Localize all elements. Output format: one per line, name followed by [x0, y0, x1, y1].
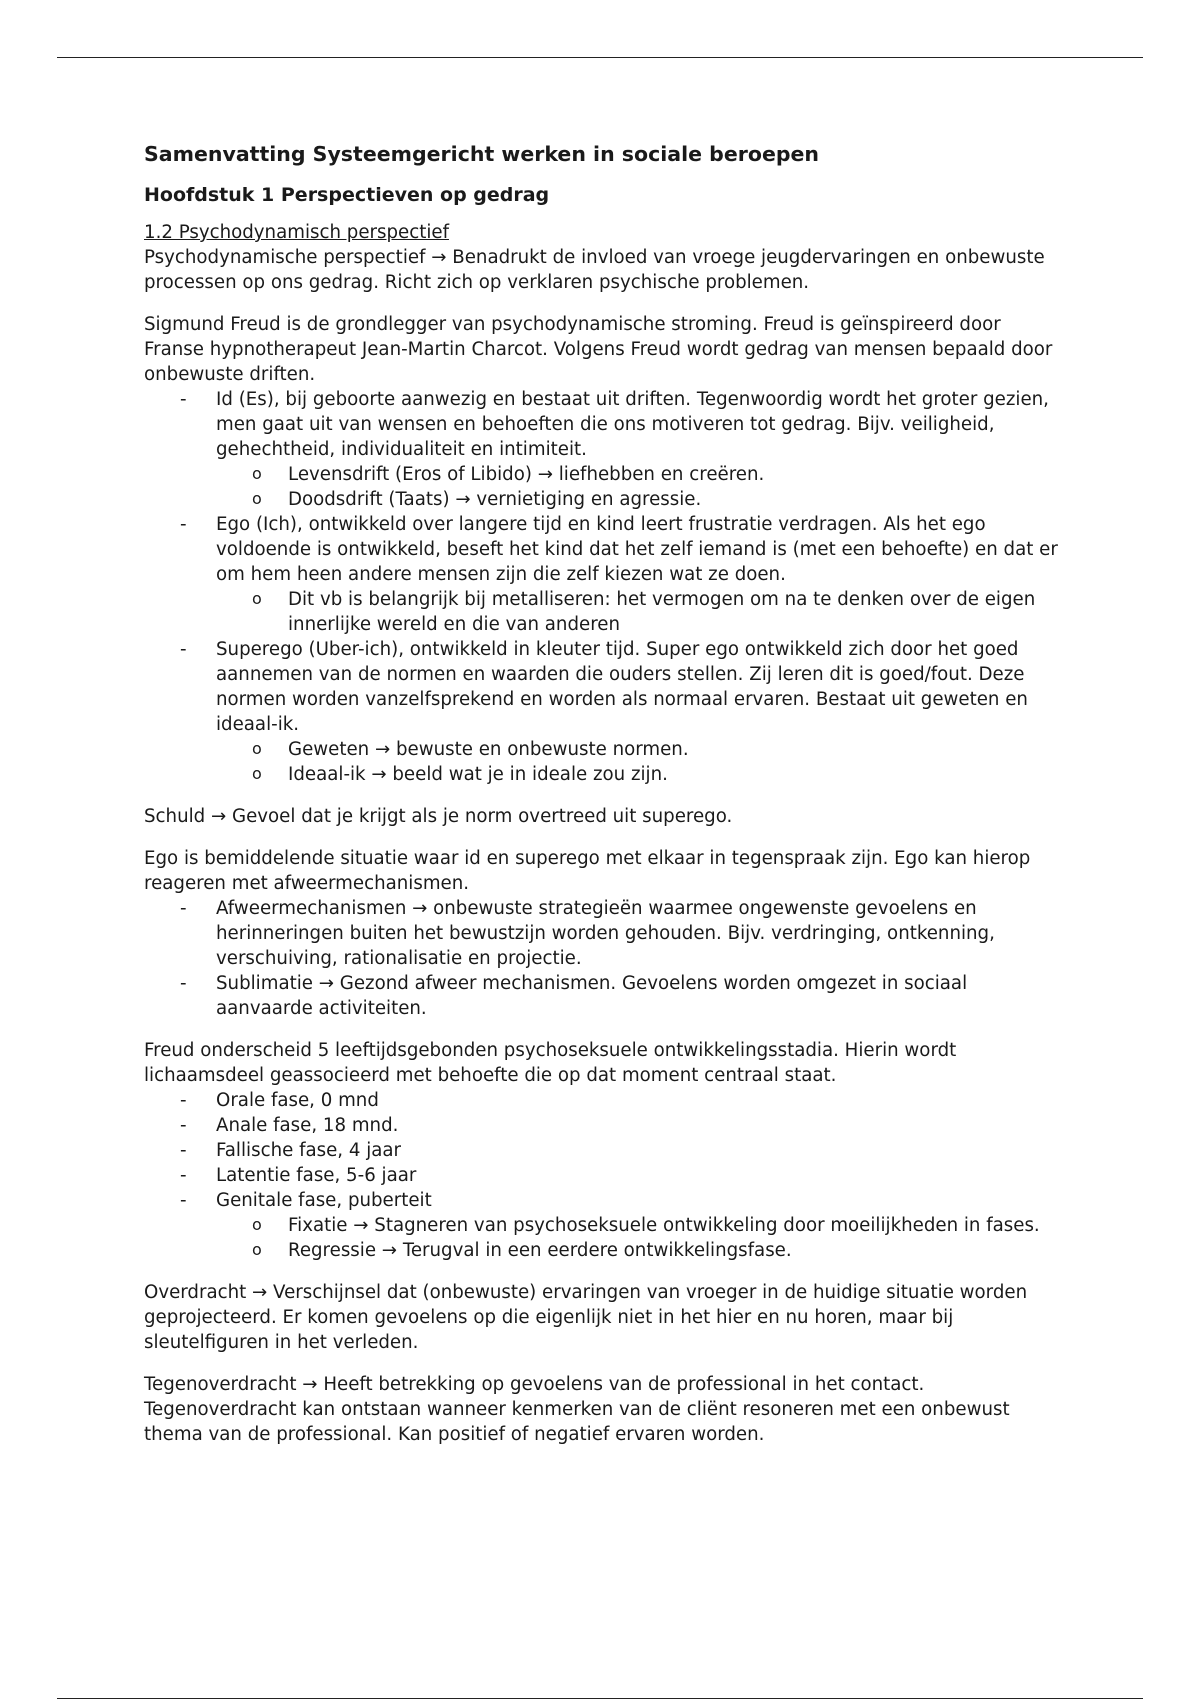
- section-heading: 1.2 Psychodynamisch perspectief: [144, 222, 449, 243]
- sublist: [216, 462, 1064, 512]
- defense-list: [144, 896, 1064, 1021]
- paragraph-stadia: Freud onderscheid 5 leeftijdsgebonden psychoseksuele ontwikkelingsstadia. Hierin wordt lichaamsdeel geassocieerd met behoefte die op dat moment centraal staat.: [144, 1040, 957, 1086]
- list-item: - Afweermechanismen → onbewuste strategieën waarmee ongewenste gevoelens en herinneringen buiten het bewustzijn worden gehouden. Bijv. verdringing, ontkenning, verschuiving, rationalisatie en projectie.: [144, 896, 1064, 971]
- paragraph-freud: Sigmund Freud is de grondlegger van psychodynamische stroming. Freud is geïnspireerd door Franse hypnotherapeut Jean-Martin Charcot. Volgens Freud wordt gedrag van mensen bepaald door onbewuste driften.: [144, 314, 1053, 385]
- footer-rule: [57, 1698, 1143, 1699]
- list-item: - Latentie fase, 5-6 jaar: [144, 1163, 1064, 1188]
- list-item-text: Genitale fase, puberteit: [216, 1190, 432, 1211]
- sublist-item: o Ideaal-ik → beeld wat je in ideale zou zijn.: [216, 762, 1064, 787]
- sublist-item: o Fixatie → Stagneren van psychoseksuele ontwikkeling door moeilijkheden in fases.: [216, 1213, 1064, 1238]
- sublist-item: o Dit vb is belangrijk bij metalliseren: het vermogen om na te denken over de eigen innerlijke wereld en die van anderen: [216, 587, 1064, 637]
- list-item: - Orale fase, 0 mnd: [144, 1088, 1064, 1113]
- sublist: [216, 587, 1064, 637]
- sublist: [216, 1213, 1064, 1263]
- sublist-item: o Geweten → bewuste en onbewuste normen.: [216, 737, 1064, 762]
- document-title: Samenvatting Systeemgericht werken in sociale beroepen: [144, 142, 820, 166]
- header-rule: [57, 57, 1143, 58]
- chapter-heading: Hoofdstuk 1 Perspectieven op gedrag: [144, 184, 550, 206]
- list-item: - Fallische fase, 4 jaar: [144, 1138, 1064, 1163]
- list-item: - Sublimatie → Gezond afweer mechanismen. Gevoelens worden omgezet in sociaal aanvaarde activiteiten.: [144, 971, 1064, 1021]
- paragraph-ego: Ego is bemiddelende situatie waar id en superego met elkaar in tegenspraak zijn. Ego kan hierop reageren met afweermechanismen.: [144, 848, 1031, 894]
- list-item-ego: [144, 512, 1064, 637]
- sublist-item: o Doodsdrift (Taats) → vernietiging en agressie.: [216, 487, 1064, 512]
- sublist-item: o Regressie → Terugval in een eerdere ontwikkelingsfase.: [216, 1238, 1064, 1263]
- paragraph-overdracht: Overdracht → Verschijnsel dat (onbewuste) ervaringen van vroeger in de huidige situatie worden geprojecteerd. Er komen gevoelens op die eigenlijk niet in het hier en nu horen, maar bij sleutelfiguren in het verleden.: [144, 1282, 1028, 1353]
- list-item-superego: [144, 637, 1064, 787]
- document-body: [144, 140, 1064, 1464]
- list-item-id: [144, 387, 1064, 512]
- paragraph-schuld: Schuld → Gevoel dat je krijgt als je norm overtreed uit superego.: [144, 806, 733, 827]
- list-item: - Anale fase, 18 mnd.: [144, 1113, 1064, 1138]
- list-item-text: Superego (Uber-ich), ontwikkeld in kleuter tijd. Super ego ontwikkeld zich door het goed aannemen van de normen en waarden die ouders stellen. Zij leren dit is goed/fout. Deze normen worden vanzelfsprekend en worden als normaal ervaren. Bestaat uit geweten en ideaal-ik.: [216, 639, 1028, 735]
- paragraph-psychodynamisch: Psychodynamische perspectief → Benadrukt de invloed van vroege jeugdervaringen en onbewuste processen op ons gedrag. Richt zich op verklaren psychische problemen.: [144, 247, 1045, 293]
- stages-list: [144, 1088, 1064, 1263]
- list-item-genitale: [144, 1188, 1064, 1263]
- personality-structure-list: [144, 387, 1064, 787]
- sublist-item: o Levensdrift (Eros of Libido) → liefhebben en creëren.: [216, 462, 1064, 487]
- list-item-text: Ego (Ich), ontwikkeld over langere tijd en kind leert frustratie verdragen. Als het ego voldoende is ontwikkeld, beseft het kind dat het zelf iemand is (met een behoefte) en dat er om hem heen andere mensen zijn die zelf kiezen wat ze doen.: [216, 514, 1058, 585]
- paragraph-tegenoverdracht: Tegenoverdracht → Heeft betrekking op gevoelens van de professional in het contact. Tegenoverdracht kan ontstaan wanneer kenmerken van de cliënt resoneren met een onbewust thema van de professional. Kan positief of negatief ervaren worden.: [144, 1374, 1010, 1445]
- list-item-text: Id (Es), bij geboorte aanwezig en bestaat uit driften. Tegenwoordig wordt het groter gezien, men gaat uit van wensen en behoeften die ons motiveren tot gedrag. Bijv. veiligheid, gehechtheid, individualiteit en intimiteit.: [216, 389, 1049, 460]
- sublist: [216, 737, 1064, 787]
